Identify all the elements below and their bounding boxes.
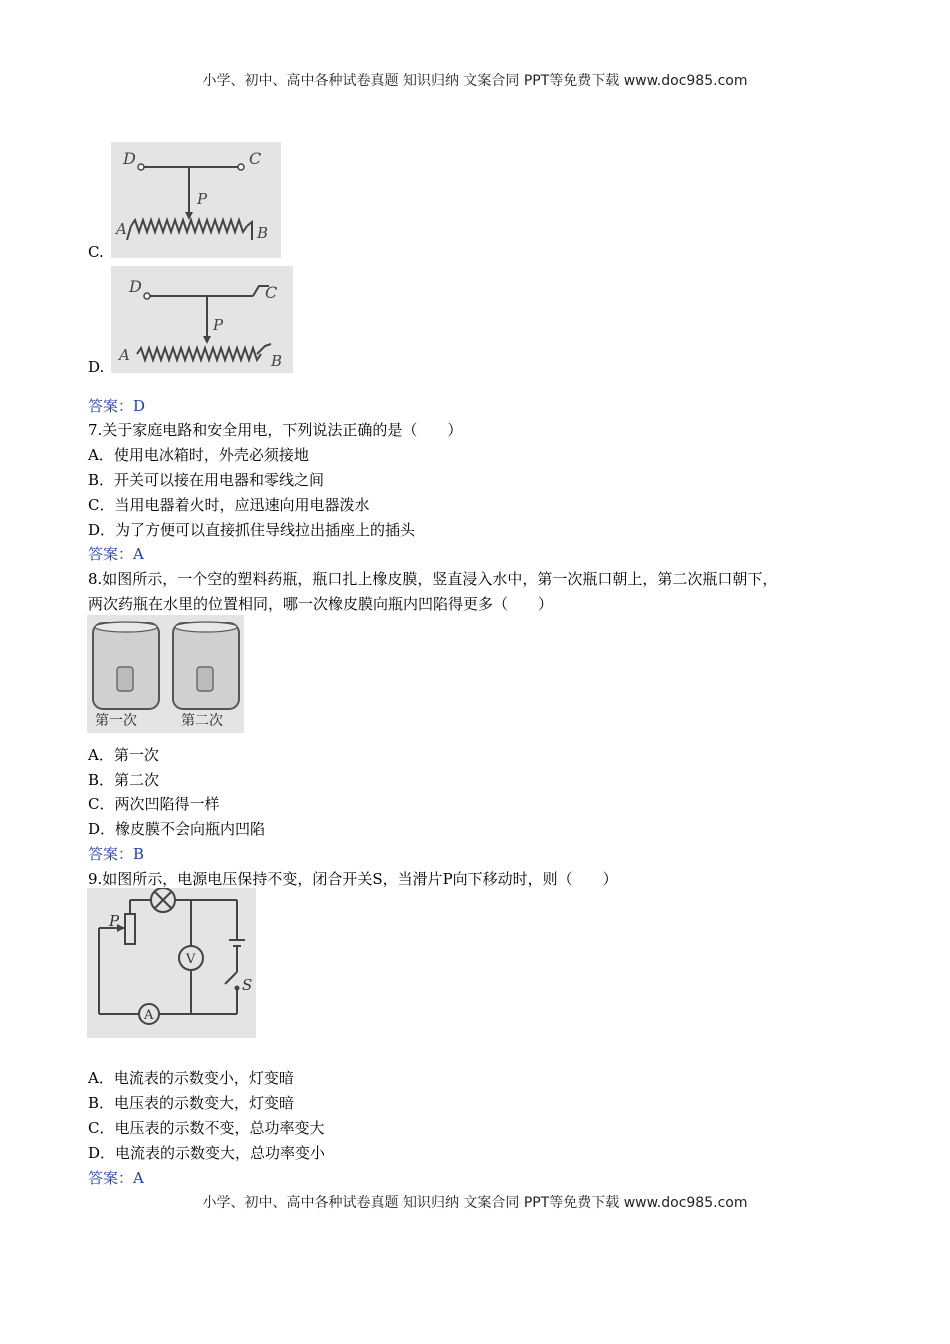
q8-stem-line2: 两次药瓶在水里的位置相同，哪一次橡皮膜向瓶内凹陷得更多（ ） (88, 595, 554, 613)
label-s: S (242, 976, 253, 994)
label-d: D (129, 277, 142, 296)
q8-option-c: C．两次凹陷得一样 (88, 795, 220, 813)
q8-option-a: A．第一次 (88, 746, 159, 764)
q6-answer: 答案：D (88, 397, 146, 415)
label-b: B (257, 224, 269, 242)
option-d-label: D. (88, 358, 105, 376)
q9-option-a: A．电流表的示数变小，灯变暗 (88, 1069, 294, 1087)
page-footer: 小学、初中、高中各种试卷真题 知识归纳 文案合同 PPT等免费下载 www.doc985.com (202, 1195, 748, 1211)
q9-circuit-figure (87, 888, 256, 1038)
q8-figure (87, 615, 244, 733)
q7-option-b: B．开关可以接在用电器和零线之间 (88, 471, 325, 489)
label-b: B (271, 352, 283, 370)
label-a: A (116, 220, 127, 238)
label-p: P (213, 316, 224, 334)
ammeter-label: A (144, 1008, 154, 1023)
q7-option-c: C．当用电器着火时，应迅速向用电器泼水 (88, 496, 370, 514)
option-d-figure (111, 266, 293, 373)
q9-answer: 答案：A (88, 1169, 144, 1187)
q8-option-d: D．橡皮膜不会向瓶内凹陷 (88, 820, 266, 838)
q7-option-d: D．为了方便可以直接抓住导线拉出插座上的插头 (88, 521, 416, 539)
q7-answer: 答案：A (88, 545, 144, 563)
q8-option-b: B．第二次 (88, 771, 160, 789)
option-c-figure (111, 142, 281, 258)
label-p: P (109, 912, 120, 930)
q9-stem: 9.如图所示，电源电压保持不变，闭合开关S，当滑片P向下移动时，则（ ） (88, 870, 618, 888)
q9-option-d: D．电流表的示数变大，总功率变小 (88, 1144, 326, 1162)
label-second: 第二次 (181, 713, 223, 729)
q7-option-a: A．使用电冰箱时，外壳必须接地 (88, 446, 309, 464)
label-d: D (123, 149, 136, 168)
q7-stem: 7.关于家庭电路和安全用电，下列说法正确的是（ ） (88, 421, 463, 439)
voltmeter-label: V (186, 952, 196, 967)
q8-answer: 答案：B (88, 845, 145, 863)
option-c-label: C. (88, 243, 104, 261)
label-c: C (265, 283, 278, 302)
label-a: A (119, 346, 130, 364)
q9-option-c: C．电压表的示数不变，总功率变大 (88, 1119, 325, 1137)
page-header: 小学、初中、高中各种试卷真题 知识归纳 文案合同 PPT等免费下载 www.doc985.com (202, 73, 748, 89)
q9-option-b: B．电压表的示数变大，灯变暗 (88, 1094, 295, 1112)
label-p: P (197, 190, 208, 208)
q8-stem-line1: 8.如图所示，一个空的塑料药瓶，瓶口扎上橡皮膜，竖直浸入水中，第一次瓶口朝上，第二次瓶口朝下， (88, 570, 778, 588)
label-c: C (249, 149, 262, 168)
label-first: 第一次 (95, 713, 137, 729)
